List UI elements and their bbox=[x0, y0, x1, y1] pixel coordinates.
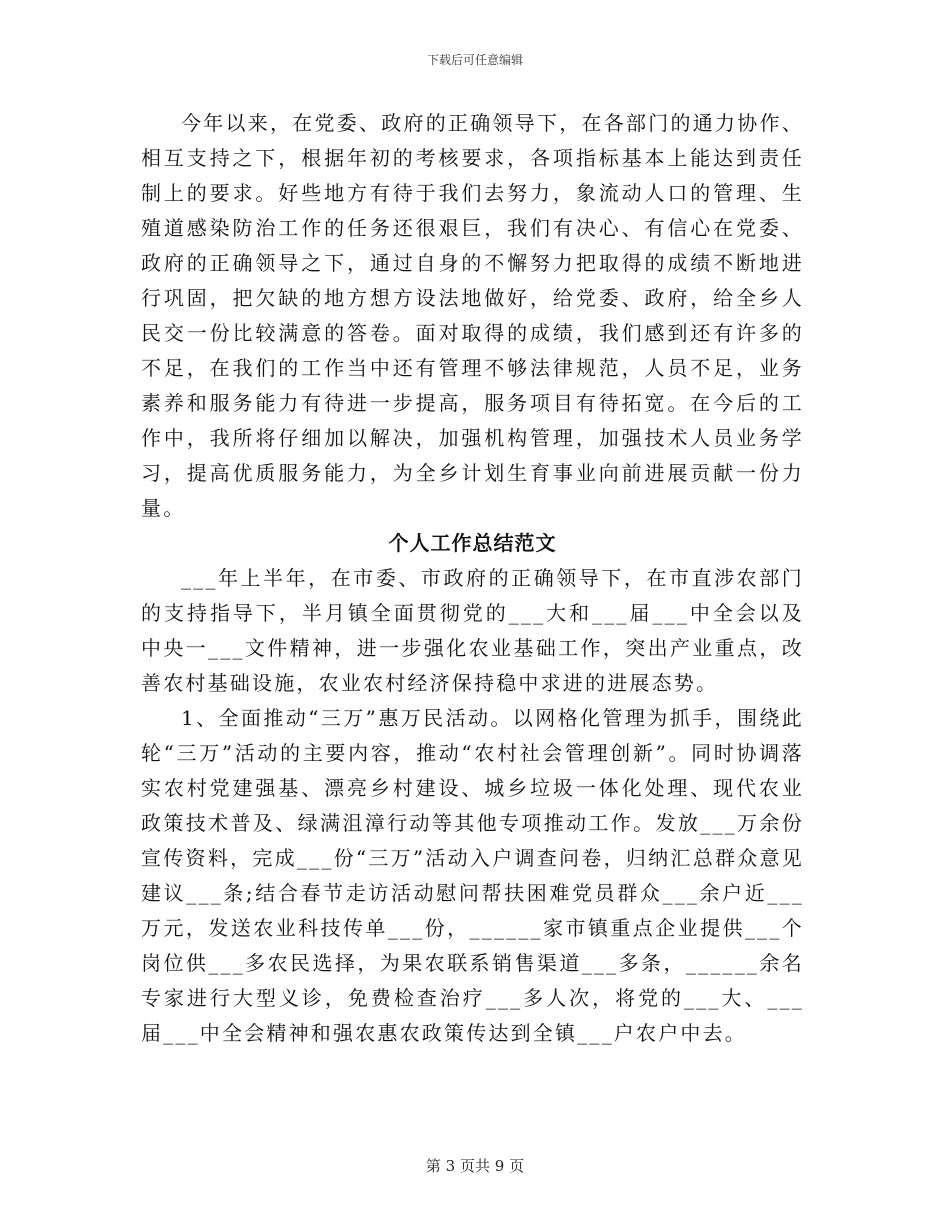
header-note: 下载后可任意编辑 bbox=[426, 53, 523, 67]
page-header bbox=[0, 52, 950, 68]
paragraph-item-1: 1、全面推动“三万”惠万民活动。以网格化管理为抓手，围绕此轮“三万”活动的主要内容，推动“农村社会管理创新”。同时协调落实农村党建强基、漂亮乡村建设、城乡垃圾一体化处理、现代农业政策技术普及、绿满沮漳行动等其他专项推动工作。发放___万余份宣传资料，完成___份“三万”活动入户调查问卷，归纳汇总群众意见建议___条;结合春节走访活动慰问帮扶困难党员群众___余户近___万元，发送农业科技传单___份，______家市镇重点企业提供___个岗位供___多农民选择，为果农联系销售渠道___多条，______余名专家进行大型义诊，免费检查治疗___多人次，将党的___大、___届___中全会精神和强农惠农政策传达到全镇___户农户中去。 bbox=[141, 706, 804, 1045]
paragraph-summary: 今年以来，在党委、政府的正确领导下，在各部门的通力协作、相互支持之下，根据年初的考核要求，各项指标基本上能达到责任制上的要求。好些地方有待于我们去努力，象流动人口的管理、生殖道感染防治工作的任务还很艰巨，我们有决心、有信心在党委、政府的正确领导之下，通过自身的不懈努力把取得的成绩不断地进行巩固，把欠缺的地方想方设法地做好，给党委、政府，给全乡人民交一份比较满意的答卷。面对取得的成绩，我们感到还有许多的不足，在我们的工作当中还有管理不够法律规范，人员不足，业务素养和服务能力有待进一步提高，服务项目有待拓宽。在今后的工作中，我所将仔细加以解决，加强机构管理，加强技术人员业务学习，提高优质服务能力，为全乡计划生育事业向前进展贡献一份力量。 bbox=[141, 111, 804, 520]
paragraph-intro: ___年上半年，在市委、市政府的正确领导下，在市直涉农部门的支持指导下，半月镇全面贯彻党的___大和___届___中全会以及中央一___文件精神，进一步强化农业基础工作，突出产业重点，改善农村基础设施，农业农村经济保持稳中求进的进展态势。 bbox=[141, 566, 804, 695]
page-number: 第 3 页共 9 页 bbox=[425, 1157, 525, 1175]
section-title: 个人工作总结范文 bbox=[388, 531, 557, 555]
document-body bbox=[141, 106, 804, 1051]
page-footer bbox=[0, 1156, 950, 1176]
